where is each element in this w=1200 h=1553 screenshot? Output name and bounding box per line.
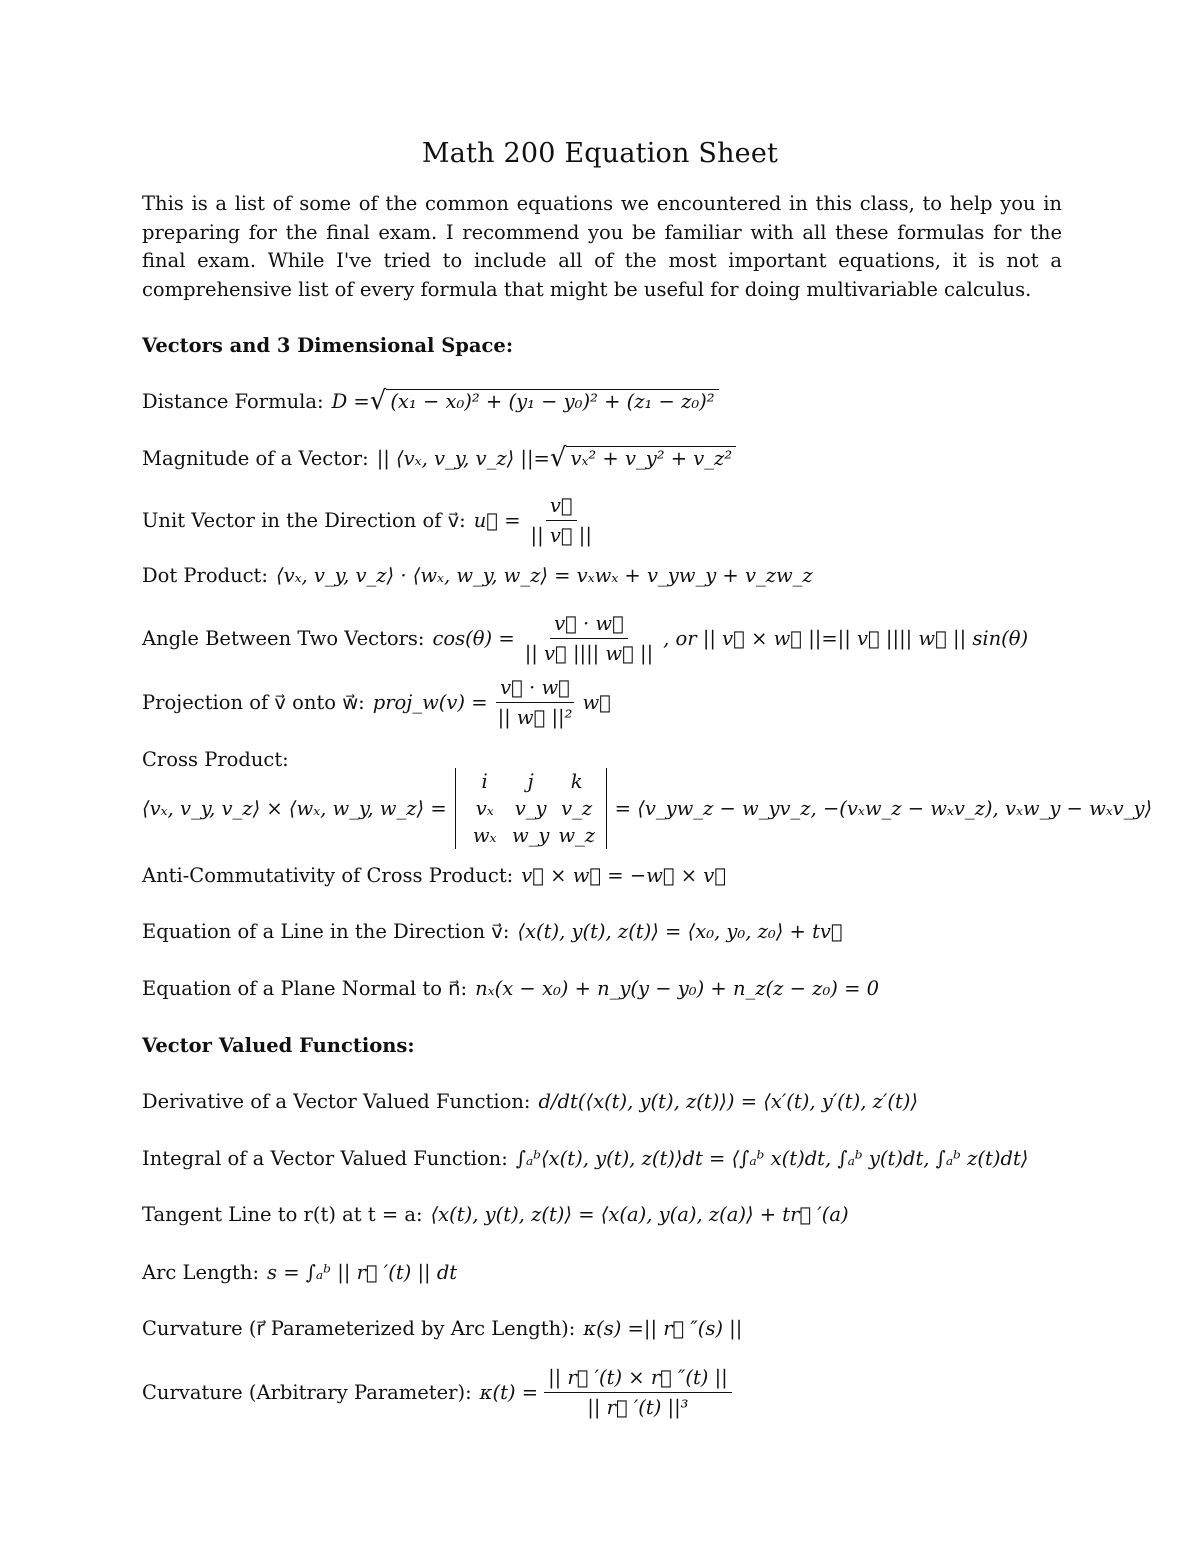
eq-label: Projection of v⃗ onto w⃗: [142, 691, 365, 714]
matrix-cell: k [570, 770, 583, 793]
fraction [494, 676, 577, 729]
eq-expression: s = ∫ₐᵇ || r⃗ ′(t) || dt [267, 1261, 458, 1284]
section-heading-vector-valued-functions: Vector Valued Functions: [142, 1034, 415, 1057]
fraction-denominator: || w⃗ ||² [497, 706, 573, 729]
fraction-denominator: || v⃗ |||| w⃗ || [524, 642, 654, 665]
matrix-cell: wₓ [472, 824, 497, 847]
matrix-cell: vₓ [475, 797, 494, 820]
eq-plane [142, 977, 879, 1000]
eq-label: Curvature (r⃗ Parameterized by Arc Length): [142, 1317, 576, 1340]
eq-cross-product [142, 768, 1152, 849]
eq-lhs: u⃗ = [473, 509, 521, 532]
sqrt-symbol: √ [549, 443, 567, 473]
intro-paragraph: This is a list of some of the common equations we encountered in this class, to help you in preparing for the final exam. I recommend you be familiar with all these formulas for the final exam. While I've tried to include all of the most important equations, it is not a comprehensive list of every formula that might be useful for doing multivariable calculus. [142, 192, 1062, 301]
eq-expression: κ(s) =|| r⃗ ″(s) || [583, 1317, 743, 1340]
fraction [544, 1366, 732, 1419]
eq-unit-vector [142, 494, 602, 547]
eq-distance [142, 386, 719, 416]
eq-radicand: vₓ² + v_y² + v_z² [566, 446, 736, 470]
matrix-cell: i [481, 770, 488, 793]
eq-curvature-arc-length [142, 1317, 742, 1340]
matrix-cell: v_z [561, 797, 593, 820]
fraction [527, 494, 596, 547]
eq-lhs: proj_w(v) = [372, 691, 488, 714]
eq-expression: d/dt(⟨x(t), y(t), z(t)⟩) = ⟨x′(t), y′(t), z′(t)⟩ [538, 1090, 918, 1113]
eq-lhs: || ⟨vₓ, v_y, v_z⟩ ||= [376, 446, 550, 470]
eq-anti-commutativity [142, 864, 726, 887]
eq-rhs: w⃗ [582, 691, 611, 714]
eq-label: Anti-Commutativity of Cross Product: [142, 864, 514, 887]
fraction-numerator: v⃗ · w⃗ [496, 676, 574, 703]
eq-magnitude [142, 443, 736, 473]
eq-label: Unit Vector in the Direction of v⃗: [142, 509, 466, 532]
eq-label: Curvature (Arbitrary Parameter): [142, 1381, 472, 1404]
eq-label: Equation of a Plane Normal to n⃗: [142, 977, 468, 1000]
fraction-denominator: || r⃗ ′(t) ||³ [587, 1396, 689, 1419]
eq-rhs: = ⟨v_yw_z − w_yv_z, −(vₓw_z − wₓv_z), vₓw_y − wₓv_y⟩ [614, 797, 1153, 820]
fraction-numerator: v⃗ · w⃗ [550, 612, 628, 639]
matrix-cell: w_y [511, 824, 550, 847]
eq-label: Equation of a Line in the Direction v⃗: [142, 920, 510, 943]
fraction-numerator: v⃗ [546, 494, 577, 521]
eq-derivative [142, 1090, 918, 1113]
eq-expression: ⟨x(t), y(t), z(t)⟩ = ⟨x₀, y₀, z₀⟩ + tv⃗ [517, 920, 843, 943]
eq-label: Arc Length: [142, 1261, 260, 1284]
eq-integral [142, 1147, 1028, 1170]
eq-label: Cross Product: [142, 748, 289, 771]
page-title: Math 200 Equation Sheet [421, 138, 779, 169]
fraction-denominator: || v⃗ || [530, 524, 592, 547]
eq-angle [142, 612, 1028, 665]
fraction-numerator: || r⃗ ′(t) × r⃗ ″(t) || [544, 1366, 732, 1393]
eq-lhs: D = [331, 389, 370, 413]
eq-label: Distance Formula: [142, 389, 324, 413]
eq-label: Derivative of a Vector Valued Function: [142, 1090, 531, 1113]
eq-tangent-line [142, 1203, 849, 1226]
eq-label: Magnitude of a Vector: [142, 446, 369, 470]
eq-label: Integral of a Vector Valued Function: [142, 1147, 508, 1170]
matrix-cell: w_z [558, 824, 596, 847]
fraction [521, 612, 657, 665]
matrix-cell: v_y [514, 797, 547, 820]
eq-lhs: cos(θ) = [432, 627, 515, 650]
eq-expression: nₓ(x − x₀) + n_y(y − y₀) + n_z(z − z₀) = 0 [475, 977, 880, 1000]
eq-lhs: κ(t) = [479, 1381, 539, 1404]
section-heading-vectors: Vectors and 3 Dimensional Space: [142, 334, 514, 357]
eq-curvature-arbitrary [142, 1366, 738, 1419]
eq-label: Dot Product: [142, 564, 268, 587]
eq-line [142, 920, 843, 943]
determinant-matrix [455, 768, 607, 849]
eq-expression: ⟨vₓ, v_y, v_z⟩ · ⟨wₓ, w_y, w_z⟩ = vₓwₓ + v_yw_y + v_zw_z [275, 564, 813, 587]
eq-radicand: (x₁ − x₀)² + (y₁ − y₀)² + (z₁ − z₀)² [386, 389, 718, 413]
eq-label: Tangent Line to r(t) at t = a: [142, 1203, 423, 1226]
eq-arc-length [142, 1261, 457, 1284]
sqrt-symbol: √ [369, 386, 387, 416]
eq-lhs: ⟨vₓ, v_y, v_z⟩ × ⟨wₓ, w_y, w_z⟩ = [142, 797, 447, 820]
eq-expression: ⟨x(t), y(t), z(t)⟩ = ⟨x(a), y(a), z(a)⟩ + tr⃗ ′(a) [430, 1203, 849, 1226]
eq-expression: ∫ₐᵇ⟨x(t), y(t), z(t)⟩dt = ⟨∫ₐᵇ x(t)dt, ∫ₐᵇ y(t)dt, ∫ₐᵇ z(t)dt⟩ [515, 1147, 1029, 1170]
eq-expression: v⃗ × w⃗ = −w⃗ × v⃗ [521, 864, 727, 887]
eq-rhs: , or || v⃗ × w⃗ ||=|| v⃗ |||| w⃗ || sin(θ) [663, 627, 1029, 650]
eq-label: Angle Between Two Vectors: [142, 627, 425, 650]
matrix-cell: j [527, 770, 534, 793]
eq-dot-product [142, 564, 813, 587]
eq-projection [142, 676, 611, 729]
